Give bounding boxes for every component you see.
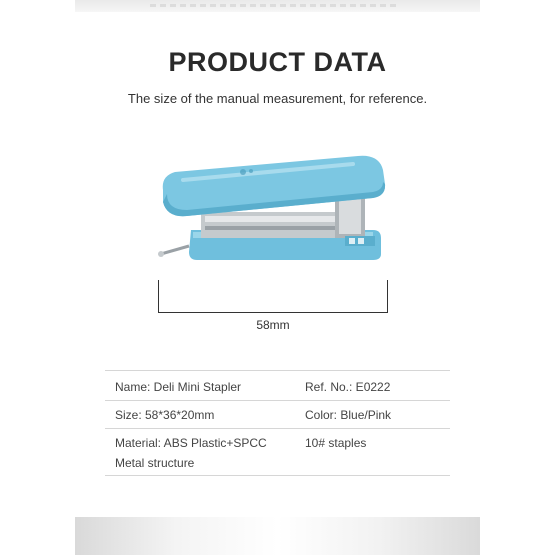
table-row — [105, 429, 450, 476]
spec-material: Material: ABS Plastic+SPCC Metal structure — [105, 429, 295, 476]
table-row — [105, 401, 450, 429]
top-image-strip — [75, 0, 480, 12]
bottom-image-strip — [75, 517, 480, 555]
stapler-image — [153, 150, 398, 272]
page-title: PRODUCT DATA — [168, 47, 387, 77]
spec-size: Size: 58*36*20mm — [105, 401, 295, 429]
width-measurement-label: 58mm — [256, 318, 290, 332]
spec-color: Color: Blue/Pink — [295, 401, 450, 429]
table-row — [105, 371, 450, 401]
product-specs-table — [105, 370, 450, 476]
width-measurement-bracket — [158, 280, 388, 313]
spec-name: Name: Deli Mini Stapler — [105, 371, 295, 401]
page-subtitle: The size of the manual measurement, for reference. — [127, 91, 428, 106]
spec-staples: 10# staples — [295, 429, 450, 476]
spec-ref-no: Ref. No.: E0222 — [295, 371, 450, 401]
